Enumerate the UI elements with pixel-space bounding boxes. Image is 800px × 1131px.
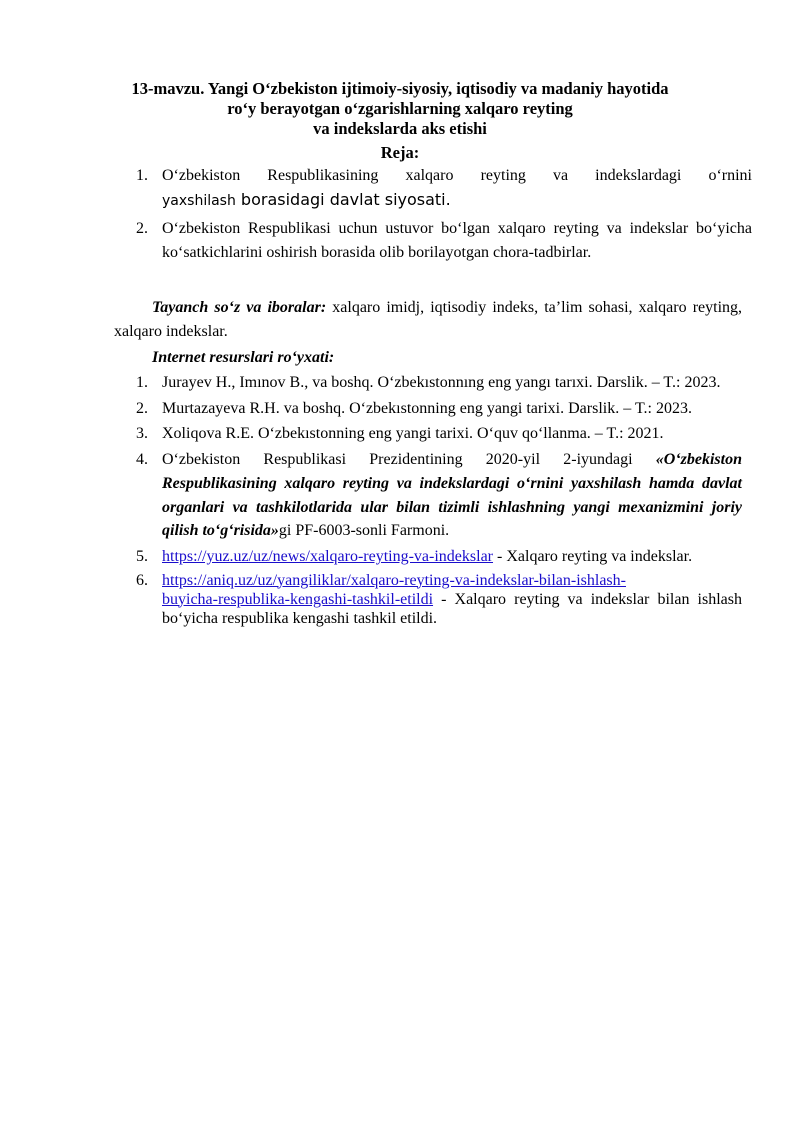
title-line-3: va indekslarda aks etishi [313,119,487,138]
title-line-2: ro‘y berayotgan o‘zgarishlarning xalqaro reyting [227,99,573,118]
resource-item-number: 6. [136,571,148,589]
resource-item-text: Xoliqova R.E. O‘zbekıstonning eng yangi tarixi. O‘quv qo‘llanma. – T.: 2021. [162,425,664,443]
plan-item [136,217,752,264]
resource-item [136,448,742,543]
decree-intro: O‘zbekiston Respublikasi Prezidentining 2020-yil 2-iyundagi [162,451,656,469]
resources-heading: Internet resurslari ro‘yxati: [152,349,335,366]
resource-item-text [162,590,742,628]
plan-item [136,164,752,213]
resource-item-number: 5. [136,547,148,565]
plan-item-text-line-1: O‘zbekiston Respublikasining xalqaro reyting va indekslardagi o‘rnini [162,167,752,184]
plan-item-text: O‘zbekiston Respublikasi uchun ustuvor bo‘lgan xalqaro reyting va indekslar bo‘yicha ko‘satkichlarini oshirish borasida olib borilayotgan chora-tadbirlar. [162,220,752,262]
resource-link-continued[interactable]: buyicha-respublika-kengashi-tashkil-etildi [162,590,434,608]
plan-item-number: 2. [136,220,148,238]
resource-item-text: Jurayev H., Imınov B., va boshq. O‘zbekıstonnıng eng yangı tarıxi. Darslik. – T.: 2023. [162,374,721,391]
resource-link-description: - Xalqaro reyting va indekslar bilan ishlash bo‘yicha respublika kengashi tashkil etildi. [162,590,742,627]
resource-item-number: 1. [136,374,148,391]
plan-item-text-big: borasidagi davlat siyosati. [235,189,451,209]
keywords-paragraph [114,296,742,344]
resource-item [136,397,742,421]
resource-link-description: - Xalqaro reyting va indekslar. [493,547,693,565]
plan-heading: Reja: [380,143,420,162]
resource-item-number: 3. [136,425,148,443]
resource-item-text [162,545,742,569]
resource-item [136,422,742,446]
resource-item-number: 4. [136,451,148,469]
resources-list [136,371,742,630]
topic-title [110,79,690,139]
resource-link[interactable]: https://aniq.uz/uz/yangiliklar/xalqaro-reyting-va-indekslar-bilan-ishlash- [162,571,626,589]
title-line-1: 13-mavzu. Yangi O‘zbekiston ijtimoiy-siyosiy, iqtisodiy va madaniy hayotida [131,79,669,98]
resource-item [136,571,742,628]
plan-item-text-small: yaxshilash [162,192,236,209]
resource-link-line-1 [162,571,742,590]
resource-item-text: Murtazayeva R.H. va boshq. O‘zbekıstonning eng yangi tarixi. Darslik. – T.: 2023. [162,399,692,417]
plan-item-number: 1. [136,167,148,184]
resource-item-text [162,448,742,543]
resource-item [136,371,742,395]
resource-link[interactable]: https://yuz.uz/uz/news/xalqaro-reyting-va-indekslar [162,547,494,565]
keywords-text: xalqaro imidj, iqtisodiy indeks, ta’lim sohasi, xalqaro reyting, xalqaro indekslar. [114,299,743,340]
resource-item-number: 2. [136,399,148,417]
decree-suffix: gi PF-6003-sonli Farmoni. [278,522,450,540]
decree-title: «O‘zbekiston Respublikasining xalqaro reyting va indekslardagi o‘rnini yaxshilash hamda davlat organlari va tashkilotlarida ular bilan tizimli ishlashning yangi mexanizmini joriy qilish to‘g‘risida» [162,451,742,540]
keywords-label: Tayanch so‘z va iboralar: [152,299,327,316]
plan-list [136,164,752,265]
resource-item [136,545,742,569]
